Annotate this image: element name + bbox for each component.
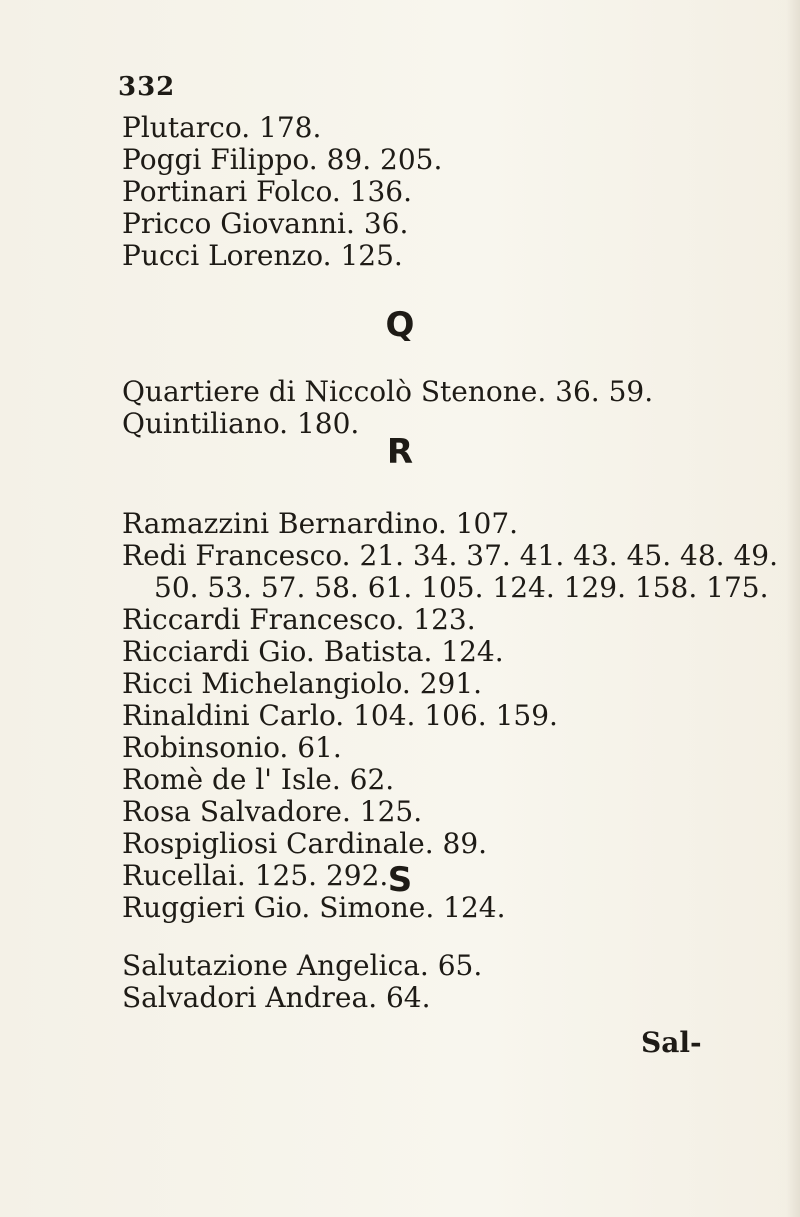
section-letter-r: R [386,432,414,472]
index-entry: Rospigliosi Cardinale. 89. [122,827,488,860]
index-entry: Rinaldini Carlo. 104. 106. 159. [122,699,558,732]
index-entry-continuation: 50. 53. 57. 58. 61. 105. 124. 129. 158. 175. [154,571,769,604]
index-entry: Ruggieri Gio. Simone. 124. [122,891,506,924]
page-number: 332 [118,72,176,102]
index-entry: Salutazione Angelica. 65. [122,949,483,982]
index-entry: Ramazzini Bernardino. 107. [122,507,519,540]
page-edge-shadow [786,0,800,1217]
index-entry: Poggi Filippo. 89. 205. [122,143,443,176]
index-entry: Plutarco. 178. [122,111,322,144]
index-entry: Romè de l' Isle. 62. [122,763,395,796]
catchword: Sal- [641,1026,702,1059]
index-entry: Quartiere di Niccolò Stenone. 36. 59. [122,375,654,408]
index-entry: Ricciardi Gio. Batista. 124. [122,635,504,668]
section-letter-s: S [387,860,413,900]
index-section-s [122,950,772,1014]
index-section-p [122,112,772,272]
index-entry: Pucci Lorenzo. 125. [122,239,403,272]
index-entry: Rosa Salvadore. 125. [122,795,423,828]
index-entry: Quintiliano. 180. [122,407,360,440]
index-entry: Ricci Michelangiolo. 291. [122,667,483,700]
index-entry: Pricco Giovanni. 36. [122,207,409,240]
index-entry: Portinari Folco. 136. [122,175,413,208]
index-section-q [122,376,772,440]
index-entry: Riccardi Francesco. 123. [122,603,476,636]
index-entry: Rucellai. 125. 292. [122,859,389,892]
index-entry: Redi Francesco. 21. 34. 37. 41. 43. 45. 48. 49. [122,539,778,572]
index-entry: Salvadori Andrea. 64. [122,981,431,1014]
section-letter-q: Q [385,305,415,345]
index-entry: Robinsonio. 61. [122,731,342,764]
